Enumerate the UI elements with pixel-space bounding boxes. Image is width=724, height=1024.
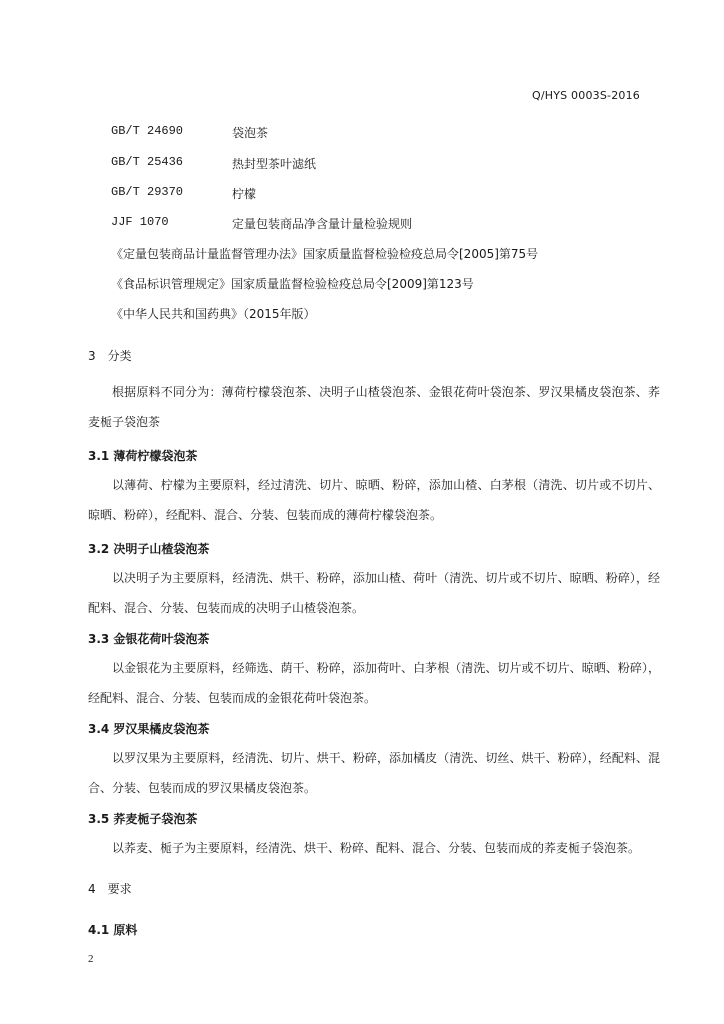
reference-code: GB/T 24690 xyxy=(111,124,184,138)
regulation-reference: 《定量包装商品计量监督管理办法》国家质量监督检验检疫总局令[2005]第75号 xyxy=(111,247,539,261)
subsection-heading: 3.3 金银花荷叶袋泡茶 xyxy=(88,632,210,646)
reference-title: 袋泡茶 xyxy=(232,126,269,140)
reference-title: 定量包装商品净含量计量检验规则 xyxy=(232,217,413,231)
subsection-body: 以金银花为主要原料，经筛选、荫干、粉碎，添加荷叶、白茅根（清洗、切片或不切片、晾晒、粉碎），经配料、混合、分装、包装而成的金银花荷叶袋泡茶。 xyxy=(88,661,660,705)
subsection-heading: 4.1 原料 xyxy=(88,923,138,937)
subsection-heading: 3.4 罗汉果橘皮袋泡茶 xyxy=(88,722,210,736)
page-number: 2 xyxy=(88,953,94,965)
reference-title: 热封型茶叶滤纸 xyxy=(232,157,317,171)
document-number: Q/HYS 0003S-2016 xyxy=(532,89,640,102)
subsection-body: 以决明子为主要原料，经清洗、烘干、粉碎，添加山楂、荷叶（清洗、切片或不切片、晾晒、粉碎），经配料、混合、分装、包装而成的决明子山楂袋泡茶。 xyxy=(88,571,660,615)
section-heading: 3 分类 xyxy=(88,349,132,363)
subsection-heading: 3.5 荞麦栀子袋泡茶 xyxy=(88,812,198,826)
reference-code: GB/T 25436 xyxy=(111,155,184,169)
reference-code: GB/T 29370 xyxy=(111,185,184,199)
subsection-heading: 3.2 决明子山楂袋泡茶 xyxy=(88,542,210,556)
section-heading: 4 要求 xyxy=(88,882,132,896)
regulation-reference: 《食品标识管理规定》国家质量监督检验检疫总局令[2009]第123号 xyxy=(111,277,474,291)
regulation-reference: 《中华人民共和国药典》（2015年版） xyxy=(111,307,316,321)
subsection-heading: 3.1 薄荷柠檬袋泡茶 xyxy=(88,449,198,463)
subsection-body: 以罗汉果为主要原料，经清洗、切片、烘干、粉碎，添加橘皮（清洗、切丝、烘干、粉碎），经配料、混合、分装、包装而成的罗汉果橘皮袋泡茶。 xyxy=(88,751,660,795)
reference-title: 柠檬 xyxy=(232,187,257,201)
subsection-body: 以薄荷、柠檬为主要原料，经过清洗、切片、晾晒、粉碎，添加山楂、白茅根（清洗、切片或不切片、晾晒、粉碎），经配料、混合、分装、包装而成的薄荷柠檬袋泡茶。 xyxy=(88,478,660,522)
section-intro: 根据原料不同分为：薄荷柠檬袋泡茶、决明子山楂袋泡茶、金银花荷叶袋泡茶、罗汉果橘皮袋泡茶、荞麦栀子袋泡茶 xyxy=(88,385,660,429)
reference-code: JJF 1070 xyxy=(111,215,169,229)
subsection-body: 以荞麦、栀子为主要原料，经清洗、烘干、粉碎、配料、混合、分装、包装而成的荞麦栀子袋泡茶。 xyxy=(112,841,641,855)
